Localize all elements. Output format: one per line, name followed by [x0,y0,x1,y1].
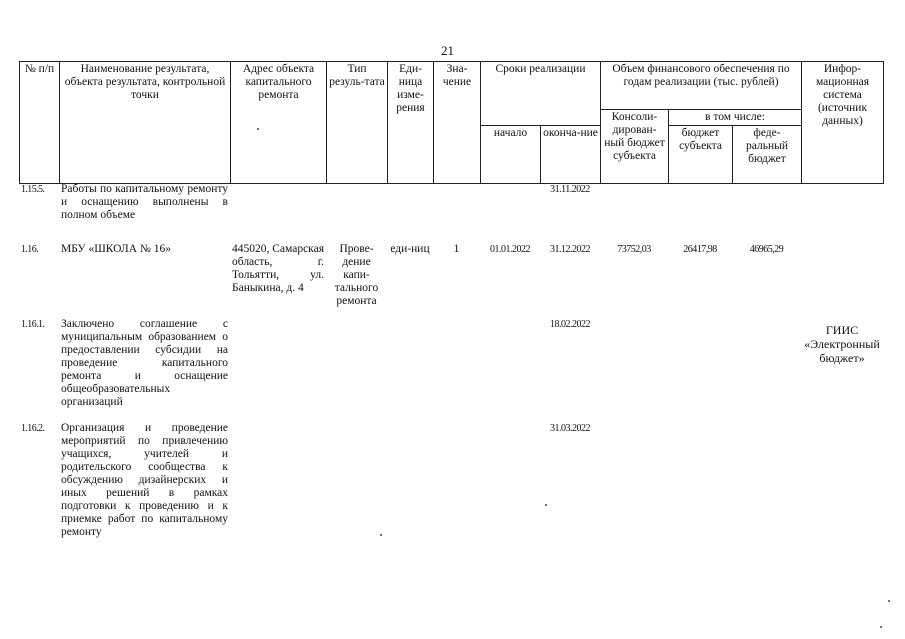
row-unit: еди-ниц [390,243,430,255]
scan-speck [888,600,890,602]
table-body [19,182,883,571]
header-address: Адрес объекта капитального ремонта [231,62,327,184]
row-value [433,317,480,421]
header-end: оконча-ние [541,126,601,184]
row-subject [668,317,732,421]
row-num: 1.16. [21,244,39,255]
row-end: 31.11.2022 [550,184,590,195]
row-end: 18.02.2022 [550,319,590,330]
row-consolidated [600,317,668,421]
header-num: № п/п [20,62,60,184]
row-start [480,317,540,421]
row-address: 445020, Самарская область, г. Тольятти, ул. Баныкина, д. 4 [232,243,324,294]
row-start [480,182,540,242]
row-subject [668,182,732,242]
row-type [326,182,387,242]
row-unit [387,421,433,571]
row-end: 31.12.2022 [550,244,590,255]
header-type: Тип резуль-тата [327,62,388,184]
header-value: Зна-чение [434,62,481,184]
table-row [19,242,883,317]
header-consolidated: Консоли-дирован-ный бюджет субъекта [601,110,669,184]
header-federal-budget: феде-ральный бюджет [733,126,802,184]
row-federal [732,317,801,421]
row-num: 1.16.2. [21,423,45,434]
row-consolidated [600,182,668,242]
row-consolidated [600,421,668,571]
row-subject [668,421,732,571]
row-unit [387,317,433,421]
row-info [801,421,883,571]
header-including: в том числе: [669,110,802,126]
row-start: 01.01.2022 [490,244,530,255]
header-funding: Объем финансового обеспечения по годам реализации (тыс. рублей) [601,62,802,110]
header-subject-budget: бюджет субъекта [669,126,733,184]
row-consolidated: 73752,03 [617,244,651,255]
row-address [230,182,326,242]
row-type [326,421,387,571]
scan-speck [880,626,882,628]
header-name: Наименование результата, объекта результата, контрольной точки [60,62,231,184]
row-federal [732,421,801,571]
row-name: Заключено соглашение с муниципальным образованием о предоставлении субсидии на проведение капитального ремонта и оснащение общеобразовательных организаций [61,318,228,408]
row-federal: 46965,29 [749,244,784,255]
table-header [19,61,884,184]
row-start [480,421,540,571]
row-address [230,421,326,571]
row-name: Работы по капитальному ремонту и оснащению выполнены в полном объеме [61,183,228,221]
row-type: Прове-дение капи-тального ремонта [334,243,379,307]
header-unit: Еди-ница изме-рения [388,62,434,184]
row-value [433,421,480,571]
row-num: 1.16.1. [21,319,45,330]
table-row [19,317,883,421]
page-number: 21 [441,43,454,58]
header-start: начало [481,126,541,184]
row-federal [732,182,801,242]
header-terms: Сроки реализации [481,62,601,126]
row-address [230,317,326,421]
table-row [19,182,883,242]
row-info [801,242,883,317]
row-info: ГИИС «Электронный бюджет» [804,323,880,365]
row-name: Организация и проведение мероприятий по привлечению учащихся, учителей и родительского сообщества к обсуждению дизайнерских и иных решений в рамках подготовки к проведению и к приемке работ по капитальному ремонту [61,422,228,538]
header-info-system: Инфор-мационная система (источник данных) [802,62,884,184]
scan-speck [257,128,259,130]
row-unit [387,182,433,242]
row-type [326,317,387,421]
row-value: 1 [453,243,460,255]
row-value [433,182,480,242]
row-subject: 26417,98 [683,244,717,255]
scan-speck [380,534,382,536]
row-name: МБУ «ШКОЛА № 16» [61,243,171,255]
row-end: 31.03.2022 [550,423,590,434]
row-num: 1.15.5. [21,184,45,195]
row-info [801,182,883,242]
table-row [19,421,883,571]
scan-speck [545,504,547,506]
